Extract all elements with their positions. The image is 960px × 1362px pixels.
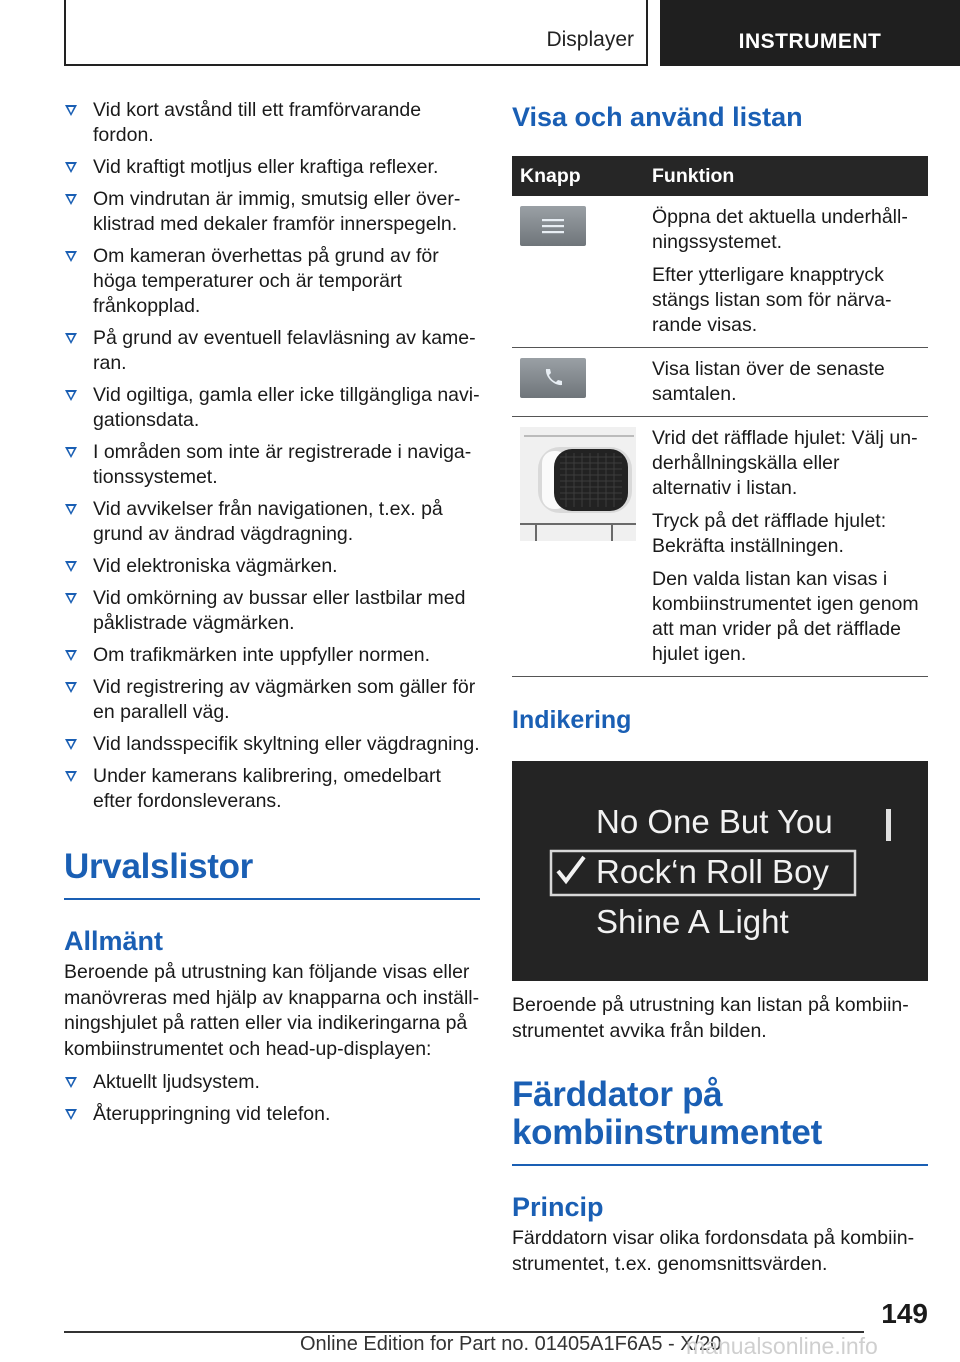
header-tick-right <box>646 0 648 66</box>
table-row <box>512 348 928 417</box>
triangle-bullet-icon <box>65 650 77 661</box>
urval-section <box>64 848 480 900</box>
allmant-list <box>64 1070 480 1127</box>
triangle-bullet-icon <box>65 771 77 782</box>
fard-section <box>512 1076 928 1166</box>
triangle-bullet-icon <box>65 739 77 750</box>
table-row <box>512 417 928 677</box>
display-item-1: No One But You <box>596 803 833 840</box>
list-item: Vid kort avstånd till ett framförvarande fordon. <box>64 98 480 148</box>
list-item: Återuppringning vid telefon. <box>64 1102 480 1127</box>
heading-farddator: Färddator på kombiinstrumentet <box>512 1075 822 1152</box>
table-cell-text: Tryck på det räfflade hjulet: Bekräfta inställningen. <box>652 510 887 557</box>
table-cell-text: Efter ytterligare knapptryck stängs listan som för närvarande visas. <box>652 264 892 336</box>
list-menu-button-icon <box>520 206 586 246</box>
heading-rule <box>512 1164 928 1166</box>
triangle-bullet-icon <box>65 447 77 458</box>
triangle-bullet-icon <box>65 251 77 262</box>
triangle-bullet-icon <box>65 1077 77 1088</box>
limitations-list <box>64 98 480 814</box>
heading-allmant: Allmänt <box>64 926 164 956</box>
allmant-paragraph: Beroende på utrustning kan följande visas eller manövreras med hjälp av knapparna och inställningshjulet på ratten eller via indikeringarna på kombiinstrumentet och head-up-displayen: <box>64 961 480 1060</box>
cluster-display-image <box>512 761 928 981</box>
display-caption: Beroende på utrustning kan listan på kombiinstrumentet avvika från bilden. <box>512 994 909 1042</box>
header-chapter: INSTRUMENT <box>660 0 960 66</box>
triangle-bullet-icon <box>65 682 77 693</box>
list-item: Under kamerans kalibrering, omedelbart efter fordonsleverans. <box>64 764 480 814</box>
triangle-bullet-icon <box>65 194 77 205</box>
column-header-knapp: Knapp <box>512 156 644 196</box>
display-item-3: Shine A Light <box>596 903 789 940</box>
header-section: Displayer <box>546 28 634 51</box>
page-number: 149 <box>881 1298 928 1329</box>
list-item: Vid avvikelser från navigationen, t.ex. på grund av ändrad vägdragning. <box>64 497 480 547</box>
heading-urvalslistor: Urvalslistor <box>64 847 253 886</box>
table-cell-text: Visa listan över de senaste samtalen. <box>652 358 885 405</box>
list-item: På grund av eventuell felavläsning av kameran. <box>64 326 480 376</box>
triangle-bullet-icon <box>65 504 77 515</box>
footer-edition: Online Edition for Part no. 01405A1F6A5 - X/20 <box>300 1333 722 1355</box>
princip-paragraph: Färddatorn visar olika fordonsdata på kombiinstrumentet, t.ex. genomsnittsvärden. <box>512 1227 915 1275</box>
list-item: Vid landsspecifik skyltning eller vägdragning. <box>64 732 480 757</box>
triangle-bullet-icon <box>65 593 77 604</box>
header-rule <box>64 64 648 66</box>
right-column <box>512 98 928 1277</box>
left-column <box>64 98 480 1134</box>
table-cell-text: Den valda listan kan visas i kombiinstrumentet igen genom att man vrider på det räfflade hjulet igen. <box>652 568 919 665</box>
triangle-bullet-icon <box>65 333 77 344</box>
triangle-bullet-icon <box>65 162 77 173</box>
display-item-2-selected: Rock‘n Roll Boy <box>596 853 829 890</box>
list-item: Vid kraftigt motljus eller kraftiga reflexer. <box>64 155 480 180</box>
triangle-bullet-icon <box>65 105 77 116</box>
table-cell-text: Vrid det räfflade hjulet: Välj underhållningskälla eller alternativ i listan. <box>652 427 918 499</box>
list-item: Om vindrutan är immig, smutsig eller överklistrad med dekaler framför innerspegeln. <box>64 187 480 237</box>
heading-rule <box>64 898 480 900</box>
heading-indikering: Indikering <box>512 706 632 734</box>
triangle-bullet-icon <box>65 390 77 401</box>
list-item: Vid registrering av vägmärken som gäller för en parallell väg. <box>64 675 480 725</box>
header-tick-left <box>64 0 66 66</box>
list-item: Vid omkörning av bussar eller lastbilar med påklistrade vägmärken. <box>64 586 480 636</box>
table-cell-text: Öppna det aktuella underhållningssystemet. <box>652 206 908 253</box>
list-item: I områden som inte är registrerade i navigationssystemet. <box>64 440 480 490</box>
list-item: Aktuellt ljudsystem. <box>64 1070 480 1095</box>
footer-watermark: manualsonline.info <box>686 1333 878 1359</box>
list-item: Om trafikmärken inte uppfyller normen. <box>64 643 480 668</box>
button-function-table <box>512 156 928 677</box>
list-item: Vid ogiltiga, gamla eller icke tillgängliga navigationsdata. <box>64 383 480 433</box>
thumbwheel-icon <box>520 427 636 541</box>
heading-visa-och-anvand-listan: Visa och använd listan <box>512 102 803 132</box>
phone-button-icon <box>520 358 586 398</box>
column-header-funktion: Funktion <box>644 156 928 196</box>
triangle-bullet-icon <box>65 561 77 572</box>
table-header-row <box>512 156 928 196</box>
heading-princip: Princip <box>512 1192 604 1222</box>
list-item: Om kameran överhettas på grund av för höga temperaturer och är temporärt frånkopplad. <box>64 244 480 319</box>
table-row <box>512 196 928 348</box>
triangle-bullet-icon <box>65 1109 77 1120</box>
list-item: Vid elektroniska vägmärken. <box>64 554 480 579</box>
